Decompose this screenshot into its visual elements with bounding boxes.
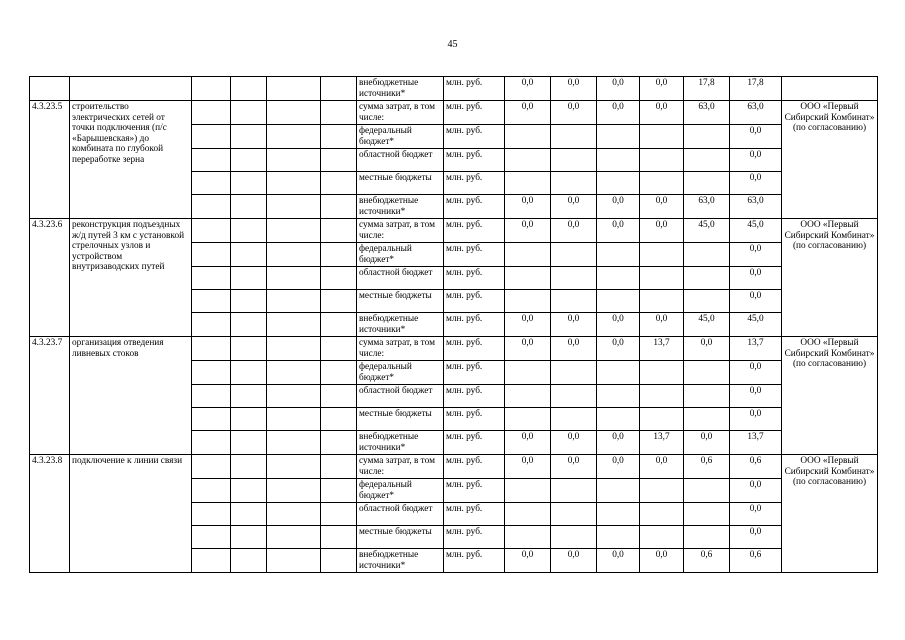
empty-cell <box>321 172 357 195</box>
value-cell: 0,6 <box>730 455 782 479</box>
unit-cell: млн. руб. <box>444 503 505 526</box>
empty-cell <box>231 431 267 455</box>
empty-cell <box>321 431 357 455</box>
executor-cell: ООО «Первый Сибирский Комбинат» (по согласованию) <box>782 337 878 455</box>
empty-cell <box>267 479 321 503</box>
value-cell: 0,0 <box>597 549 640 573</box>
empty-cell <box>267 195 321 219</box>
empty-cell <box>321 77 357 101</box>
empty-cell <box>192 455 231 479</box>
empty-cell <box>192 337 231 361</box>
value-cell <box>684 172 730 195</box>
value-cell <box>505 361 551 385</box>
empty-cell <box>267 172 321 195</box>
value-cell: 0,0 <box>551 431 597 455</box>
value-cell <box>684 408 730 431</box>
empty-cell <box>321 385 357 408</box>
unit-cell: млн. руб. <box>444 195 505 219</box>
executor-cell: ООО «Первый Сибирский Комбинат» (по согласованию) <box>782 101 878 219</box>
value-cell <box>505 172 551 195</box>
value-cell <box>551 503 597 526</box>
funding-source: внебюджетные источники* <box>357 549 444 573</box>
empty-cell <box>231 455 267 479</box>
value-cell <box>551 385 597 408</box>
value-cell <box>640 267 684 290</box>
empty-cell <box>192 125 231 149</box>
value-cell: 0,0 <box>551 77 597 101</box>
value-cell <box>640 526 684 549</box>
empty-cell <box>267 290 321 313</box>
empty-cell <box>267 267 321 290</box>
value-cell <box>551 267 597 290</box>
value-cell: 13,7 <box>730 431 782 455</box>
unit-cell: млн. руб. <box>444 172 505 195</box>
funding-source: внебюджетные источники* <box>357 313 444 337</box>
executor-cell <box>782 77 878 101</box>
funding-source: федеральный бюджет* <box>357 361 444 385</box>
table-row <box>30 337 878 361</box>
empty-cell <box>231 267 267 290</box>
value-cell: 0,0 <box>640 219 684 243</box>
value-cell: 0,0 <box>505 549 551 573</box>
unit-cell: млн. руб. <box>444 455 505 479</box>
value-cell <box>684 385 730 408</box>
funding-source: сумма затрат, в том числе: <box>357 101 444 125</box>
value-cell <box>505 267 551 290</box>
empty-cell <box>231 337 267 361</box>
empty-cell <box>231 101 267 125</box>
value-cell: 0,0 <box>551 549 597 573</box>
value-cell: 0,0 <box>551 455 597 479</box>
item-description: реконструкция подъездных ж/д путей 3 км с установкой стрелочных узлов и устройством внутризаводских путей <box>70 219 192 337</box>
value-cell <box>551 408 597 431</box>
empty-cell <box>267 361 321 385</box>
empty-cell <box>192 101 231 125</box>
value-cell: 0,0 <box>730 243 782 267</box>
empty-cell <box>321 243 357 267</box>
value-cell: 0,0 <box>640 77 684 101</box>
value-cell <box>505 243 551 267</box>
unit-cell: млн. руб. <box>444 267 505 290</box>
funding-source: федеральный бюджет* <box>357 243 444 267</box>
value-cell: 0,0 <box>730 385 782 408</box>
empty-cell <box>192 149 231 172</box>
unit-cell: млн. руб. <box>444 549 505 573</box>
value-cell: 0,0 <box>730 267 782 290</box>
executor-cell: ООО «Первый Сибирский Комбинат» (по согласованию) <box>782 455 878 573</box>
empty-cell <box>231 243 267 267</box>
value-cell: 0,0 <box>597 77 640 101</box>
value-cell <box>684 149 730 172</box>
empty-cell <box>267 408 321 431</box>
empty-cell <box>192 431 231 455</box>
value-cell: 0,0 <box>551 219 597 243</box>
empty-cell <box>192 549 231 573</box>
value-cell: 0,0 <box>551 337 597 361</box>
budget-table <box>29 76 878 573</box>
empty-cell <box>231 290 267 313</box>
value-cell: 13,7 <box>640 431 684 455</box>
value-cell <box>551 172 597 195</box>
empty-cell <box>192 313 231 337</box>
value-cell <box>597 290 640 313</box>
value-cell: 63,0 <box>684 195 730 219</box>
funding-source: федеральный бюджет* <box>357 479 444 503</box>
item-description: подключение к линии связи <box>70 455 192 573</box>
unit-cell: млн. руб. <box>444 101 505 125</box>
value-cell: 0,0 <box>730 172 782 195</box>
unit-cell: млн. руб. <box>444 125 505 149</box>
value-cell: 0,0 <box>551 313 597 337</box>
unit-cell: млн. руб. <box>444 313 505 337</box>
empty-cell <box>321 526 357 549</box>
value-cell: 0,0 <box>597 455 640 479</box>
empty-cell <box>321 267 357 290</box>
empty-cell <box>231 172 267 195</box>
item-code: 4.3.23.6 <box>30 219 70 337</box>
value-cell: 0,0 <box>730 290 782 313</box>
unit-cell: млн. руб. <box>444 408 505 431</box>
empty-cell <box>192 479 231 503</box>
empty-cell <box>192 219 231 243</box>
empty-cell <box>267 503 321 526</box>
value-cell <box>551 125 597 149</box>
funding-source: внебюджетные источники* <box>357 195 444 219</box>
empty-cell <box>231 149 267 172</box>
value-cell: 0,0 <box>597 219 640 243</box>
table-row <box>30 455 878 479</box>
empty-cell <box>267 385 321 408</box>
empty-cell <box>231 313 267 337</box>
unit-cell: млн. руб. <box>444 361 505 385</box>
value-cell: 0,0 <box>684 431 730 455</box>
value-cell <box>551 290 597 313</box>
empty-cell <box>321 313 357 337</box>
funding-source: областной бюджет <box>357 503 444 526</box>
empty-cell <box>321 125 357 149</box>
empty-cell <box>321 101 357 125</box>
unit-cell: млн. руб. <box>444 243 505 267</box>
empty-cell <box>231 503 267 526</box>
unit-cell: млн. руб. <box>444 385 505 408</box>
value-cell: 0,0 <box>730 526 782 549</box>
empty-cell <box>231 361 267 385</box>
empty-cell <box>321 219 357 243</box>
value-cell: 0,0 <box>597 195 640 219</box>
empty-cell <box>192 361 231 385</box>
unit-cell: млн. руб. <box>444 479 505 503</box>
value-cell <box>597 149 640 172</box>
unit-cell: млн. руб. <box>444 337 505 361</box>
value-cell <box>640 385 684 408</box>
funding-source: областной бюджет <box>357 385 444 408</box>
empty-cell <box>231 195 267 219</box>
value-cell <box>551 526 597 549</box>
value-cell: 45,0 <box>684 219 730 243</box>
empty-cell <box>231 125 267 149</box>
value-cell <box>684 503 730 526</box>
item-description: строительство электрических сетей от точки подключения (п/с «Барышевская») до комбината по глубокой переработке зерна <box>70 101 192 219</box>
value-cell <box>640 149 684 172</box>
value-cell <box>640 172 684 195</box>
value-cell <box>505 526 551 549</box>
empty-cell <box>267 101 321 125</box>
value-cell <box>551 149 597 172</box>
empty-cell <box>192 195 231 219</box>
funding-source: внебюджетные источники* <box>357 77 444 101</box>
value-cell <box>597 267 640 290</box>
value-cell <box>640 243 684 267</box>
value-cell: 0,0 <box>505 313 551 337</box>
empty-cell <box>321 549 357 573</box>
empty-cell <box>321 149 357 172</box>
value-cell: 0,0 <box>640 195 684 219</box>
funding-source: местные бюджеты <box>357 408 444 431</box>
table-row <box>30 219 878 243</box>
table-row <box>30 101 878 125</box>
value-cell: 45,0 <box>730 313 782 337</box>
empty-cell <box>192 243 231 267</box>
table-row <box>30 77 878 101</box>
empty-cell <box>321 455 357 479</box>
value-cell: 63,0 <box>684 101 730 125</box>
item-description: организация отведения ливневых стоков <box>70 337 192 455</box>
value-cell: 63,0 <box>730 101 782 125</box>
value-cell: 0,0 <box>597 431 640 455</box>
empty-cell <box>267 77 321 101</box>
value-cell <box>684 479 730 503</box>
value-cell: 0,0 <box>640 313 684 337</box>
value-cell <box>505 503 551 526</box>
value-cell: 0,0 <box>597 337 640 361</box>
value-cell <box>597 503 640 526</box>
value-cell: 45,0 <box>684 313 730 337</box>
unit-cell: млн. руб. <box>444 219 505 243</box>
empty-cell <box>267 243 321 267</box>
empty-cell <box>321 290 357 313</box>
funding-source: сумма затрат, в том числе: <box>357 219 444 243</box>
value-cell <box>684 243 730 267</box>
empty-cell <box>192 408 231 431</box>
value-cell: 0,0 <box>597 101 640 125</box>
empty-cell <box>231 526 267 549</box>
unit-cell: млн. руб. <box>444 149 505 172</box>
empty-cell <box>192 290 231 313</box>
value-cell: 0,6 <box>684 455 730 479</box>
empty-cell <box>267 431 321 455</box>
item-code: 4.3.23.8 <box>30 455 70 573</box>
value-cell <box>640 503 684 526</box>
empty-cell <box>267 526 321 549</box>
value-cell <box>597 172 640 195</box>
value-cell <box>597 385 640 408</box>
value-cell <box>505 479 551 503</box>
value-cell <box>684 267 730 290</box>
value-cell: 17,8 <box>730 77 782 101</box>
empty-cell <box>192 172 231 195</box>
value-cell: 63,0 <box>730 195 782 219</box>
value-cell: 45,0 <box>730 219 782 243</box>
value-cell: 0,0 <box>505 337 551 361</box>
value-cell <box>597 125 640 149</box>
empty-cell <box>192 77 231 101</box>
funding-source: областной бюджет <box>357 149 444 172</box>
value-cell <box>640 361 684 385</box>
funding-source: местные бюджеты <box>357 290 444 313</box>
empty-cell <box>321 408 357 431</box>
funding-source: внебюджетные источники* <box>357 431 444 455</box>
empty-cell <box>231 408 267 431</box>
empty-cell <box>231 385 267 408</box>
value-cell: 0,0 <box>730 503 782 526</box>
empty-cell <box>192 503 231 526</box>
empty-cell <box>267 313 321 337</box>
value-cell: 0,0 <box>640 455 684 479</box>
empty-cell <box>267 337 321 361</box>
empty-cell <box>321 195 357 219</box>
value-cell: 0,0 <box>505 101 551 125</box>
value-cell <box>597 243 640 267</box>
empty-cell <box>192 385 231 408</box>
empty-cell <box>267 549 321 573</box>
value-cell: 0,0 <box>730 408 782 431</box>
value-cell <box>551 479 597 503</box>
value-cell: 0,0 <box>730 125 782 149</box>
empty-cell <box>231 77 267 101</box>
value-cell: 13,7 <box>730 337 782 361</box>
executor-cell: ООО «Первый Сибирский Комбинат» (по согласованию) <box>782 219 878 337</box>
value-cell <box>684 290 730 313</box>
value-cell <box>640 290 684 313</box>
empty-cell <box>231 549 267 573</box>
funding-source: сумма затрат, в том числе: <box>357 455 444 479</box>
value-cell: 0,0 <box>640 101 684 125</box>
value-cell: 0,0 <box>730 149 782 172</box>
value-cell: 0,0 <box>505 431 551 455</box>
value-cell: 0,0 <box>684 337 730 361</box>
value-cell <box>597 526 640 549</box>
value-cell: 0,0 <box>730 479 782 503</box>
value-cell <box>597 361 640 385</box>
value-cell: 0,0 <box>551 195 597 219</box>
value-cell <box>505 149 551 172</box>
value-cell: 0,0 <box>505 77 551 101</box>
item-code: 4.3.23.5 <box>30 101 70 219</box>
value-cell: 0,6 <box>730 549 782 573</box>
value-cell: 0,0 <box>640 549 684 573</box>
value-cell: 0,0 <box>730 361 782 385</box>
value-cell <box>640 479 684 503</box>
empty-cell <box>231 479 267 503</box>
value-cell <box>640 408 684 431</box>
unit-cell: млн. руб. <box>444 77 505 101</box>
empty-cell <box>192 267 231 290</box>
empty-cell <box>267 149 321 172</box>
value-cell <box>597 408 640 431</box>
value-cell: 0,0 <box>505 455 551 479</box>
value-cell: 0,0 <box>551 101 597 125</box>
value-cell <box>684 526 730 549</box>
funding-source: областной бюджет <box>357 267 444 290</box>
value-cell: 0,0 <box>505 195 551 219</box>
empty-cell <box>321 503 357 526</box>
funding-source: сумма затрат, в том числе: <box>357 337 444 361</box>
unit-cell: млн. руб. <box>444 431 505 455</box>
value-cell: 0,6 <box>684 549 730 573</box>
value-cell <box>640 125 684 149</box>
funding-source: федеральный бюджет* <box>357 125 444 149</box>
value-cell <box>505 385 551 408</box>
empty-cell <box>70 77 192 101</box>
value-cell <box>505 408 551 431</box>
value-cell: 0,0 <box>597 313 640 337</box>
value-cell <box>684 125 730 149</box>
funding-source: местные бюджеты <box>357 526 444 549</box>
value-cell <box>551 361 597 385</box>
value-cell: 0,0 <box>505 219 551 243</box>
page-number: 45 <box>447 39 458 50</box>
budget-table-body <box>30 77 878 573</box>
unit-cell: млн. руб. <box>444 526 505 549</box>
funding-source: местные бюджеты <box>357 172 444 195</box>
empty-cell <box>267 219 321 243</box>
empty-cell <box>321 337 357 361</box>
empty-cell <box>267 125 321 149</box>
empty-cell <box>192 526 231 549</box>
empty-cell <box>321 479 357 503</box>
empty-cell <box>231 219 267 243</box>
value-cell <box>597 479 640 503</box>
item-code: 4.3.23.7 <box>30 337 70 455</box>
empty-cell <box>30 77 70 101</box>
value-cell: 17,8 <box>684 77 730 101</box>
empty-cell <box>267 455 321 479</box>
value-cell <box>551 243 597 267</box>
value-cell <box>684 361 730 385</box>
unit-cell: млн. руб. <box>444 290 505 313</box>
value-cell: 13,7 <box>640 337 684 361</box>
empty-cell <box>321 361 357 385</box>
value-cell <box>505 125 551 149</box>
value-cell <box>505 290 551 313</box>
